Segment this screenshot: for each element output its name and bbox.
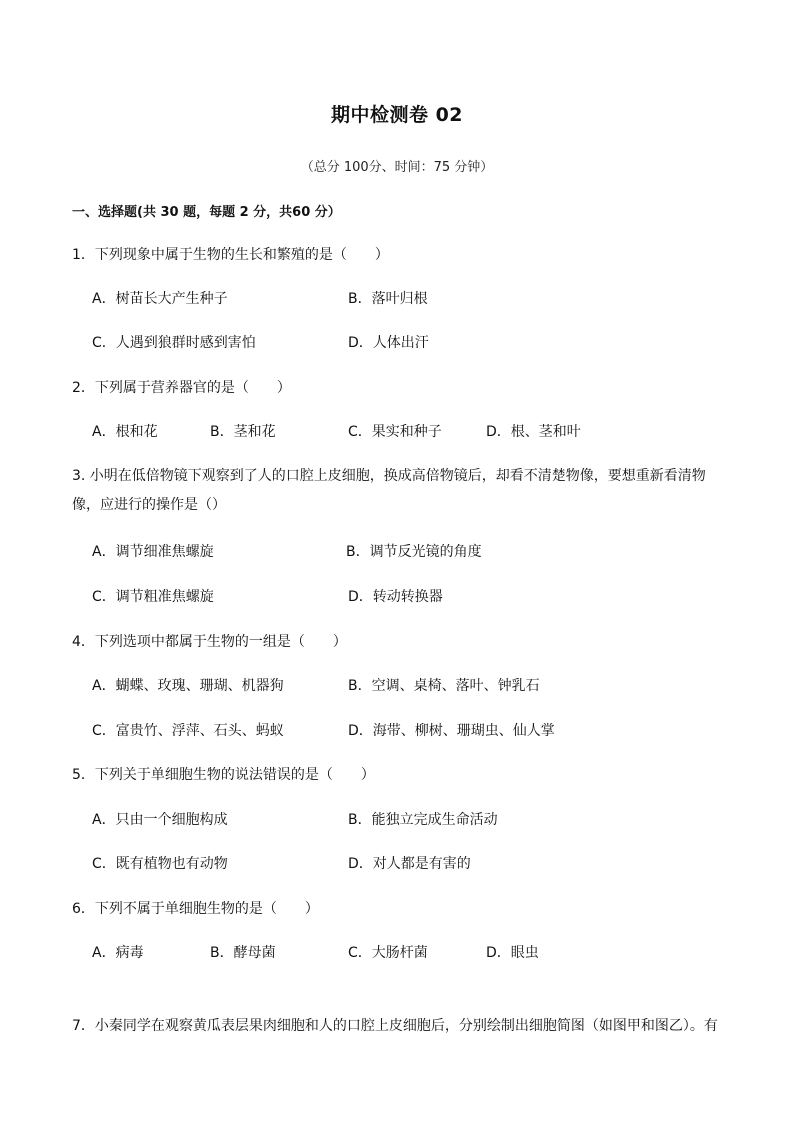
question-stem: 1．下列现象中属于生物的生长和繁殖的是（ ） xyxy=(72,247,389,263)
question-stem: 3. 小明在低倍物镜下观察到了人的口腔上皮细胞，换成高倍物镜后，却看不清楚物像，要想重新看清物像，应进行的操作是（） xyxy=(72,468,706,513)
exam-info: （总分 100分、时间：75 分钟） xyxy=(300,160,494,175)
question-option: B．能独立完成生命活动 xyxy=(348,812,498,828)
question-option: A．只由一个细胞构成 xyxy=(92,812,228,828)
page-title: 期中检测卷 02 xyxy=(330,104,464,126)
question-option: B．落叶归根 xyxy=(348,291,428,307)
question-option: D．海带、柳树、珊瑚虫、仙人掌 xyxy=(348,723,555,739)
question-option: D．人体出汗 xyxy=(348,335,429,351)
section-heading: 一、选择题(共 30 题，每题 2 分，共60 分） xyxy=(72,205,341,220)
question-option: D．转动转换器 xyxy=(348,589,443,605)
question-option: B．空调、桌椅、落叶、钟乳石 xyxy=(348,678,540,694)
question-option: D．根、茎和叶 xyxy=(486,424,581,440)
question-option: C．果实和种子 xyxy=(348,424,442,440)
question-stem: 5．下列关于单细胞生物的说法错误的是（ ） xyxy=(72,767,375,783)
question-option: A．树苗长大产生种子 xyxy=(92,291,228,307)
question-option: C．大肠杆菌 xyxy=(348,945,428,961)
question-stem: 2．下列属于营养器官的是（ ） xyxy=(72,380,291,396)
question-stem: 7．小秦同学在观察黄瓜表层果肉细胞和人的口腔上皮细胞后，分别绘制出细胞简图（如图甲和图乙）。有 xyxy=(72,1018,718,1034)
question-option: C．富贵竹、浮萍、石头、蚂蚁 xyxy=(92,723,284,739)
question-option: A．根和花 xyxy=(92,424,158,440)
question-option: D．对人都是有害的 xyxy=(348,856,471,872)
question-option: D．眼虫 xyxy=(486,945,539,961)
question-option: A．病毒 xyxy=(92,945,144,961)
question-stem: 4．下列选项中都属于生物的一组是（ ） xyxy=(72,634,347,650)
question-option: A．蝴蝶、玫瑰、珊瑚、机器狗 xyxy=(92,678,284,694)
question-option: C．既有植物也有动物 xyxy=(92,856,228,872)
question-option: B．调节反光镜的角度 xyxy=(346,544,482,560)
question-option: C．人遇到狼群时感到害怕 xyxy=(92,335,256,351)
question-stem: 6．下列不属于单细胞生物的是（ ） xyxy=(72,901,319,917)
question-option: A．调节细准焦螺旋 xyxy=(92,544,214,560)
question-option: B．酵母菌 xyxy=(210,945,276,961)
question-option: B．茎和花 xyxy=(210,424,276,440)
question-option: C．调节粗准焦螺旋 xyxy=(92,589,214,605)
